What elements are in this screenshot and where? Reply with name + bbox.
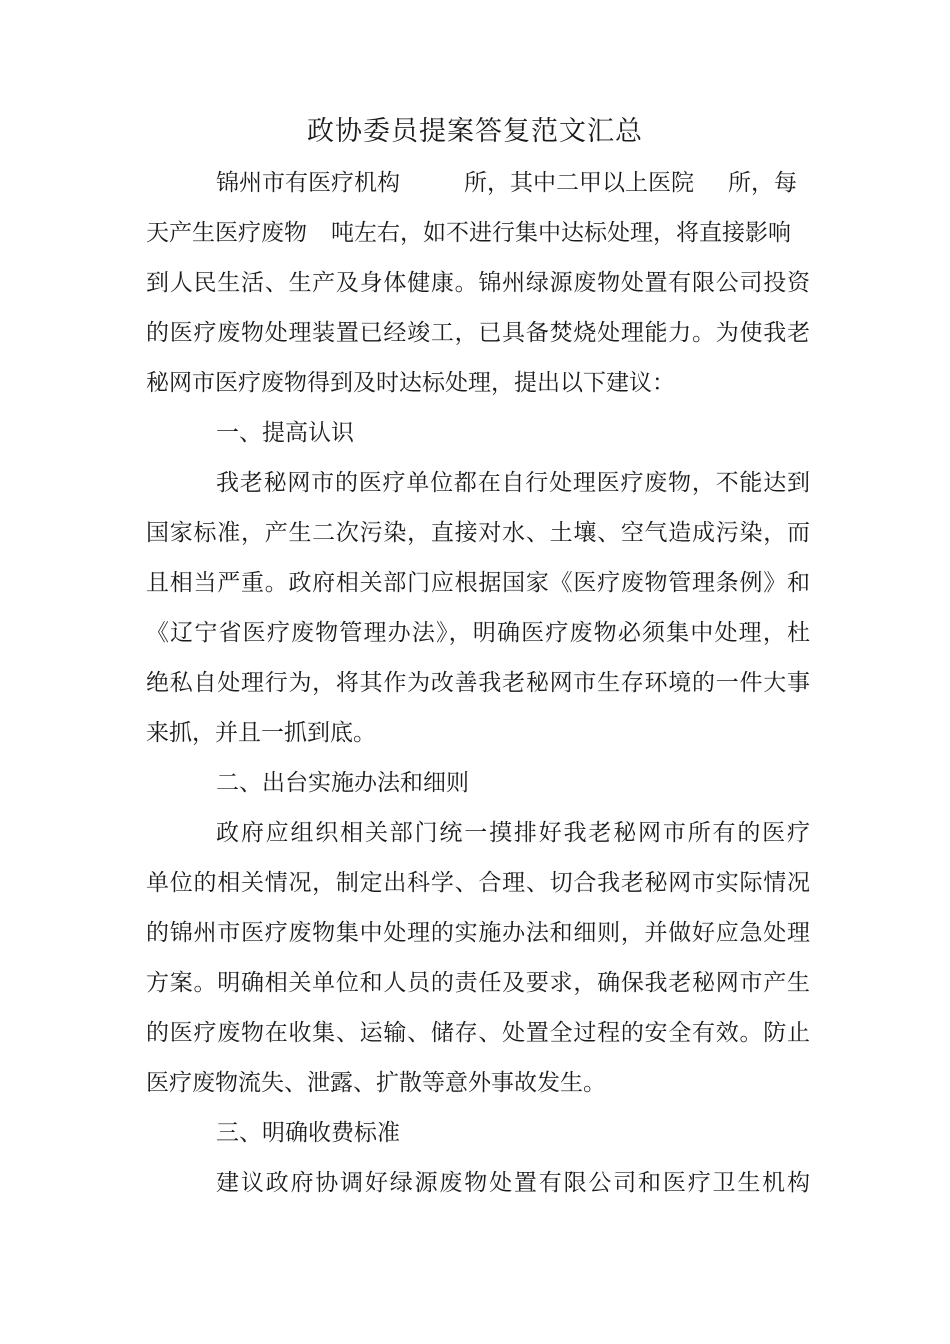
section-1-line: 国家标准，产生二次污染，直接对水、土壤、空气造成污染，而 <box>146 520 810 546</box>
intro-text: 锦州市有医疗机构 <box>216 170 400 196</box>
intro-line-4: 的医疗废物处理装置已经竣工，已具备焚烧处理能力。为使我老 <box>146 320 810 346</box>
section-2-line: 的锦州市医疗废物集中处理的实施办法和细则，并做好应急处理 <box>146 920 810 946</box>
section-2-line: 医疗废物流失、泄露、扩散等意外事故发生。 <box>146 1070 606 1096</box>
section-2-line: 政府应组织相关部门统一摸排好我老秘网市所有的医疗 <box>216 820 810 846</box>
document-title: 政协委员提案答复范文汇总 <box>307 116 643 147</box>
section-1-line: 我老秘网市的医疗单位都在自行处理医疗废物，不能达到 <box>216 470 810 496</box>
section-2-line: 的医疗废物在收集、运输、储存、处置全过程的安全有效。防止 <box>146 1020 810 1046</box>
section-1-heading: 一、提高认识 <box>216 420 354 446</box>
intro-text: 所，每 <box>728 170 797 196</box>
intro-text: 吨左右，如不进行集中达标处理，将直接影响 <box>331 220 791 246</box>
section-2-line: 方案。明确相关单位和人员的责任及要求，确保我老秘网市产生 <box>146 970 810 996</box>
intro-line-3: 到人民生活、生产及身体健康。锦州绿源废物处置有限公司投资 <box>146 270 810 296</box>
section-3-heading: 三、明确收费标准 <box>216 1120 400 1146</box>
section-3-line: 建议政府协调好绿源废物处置有限公司和医疗卫生机构 <box>216 1170 810 1196</box>
section-1-line: 来抓，并且一抓到底。 <box>146 720 376 746</box>
section-1-line: 绝私自处理行为，将其作为改善我老秘网市生存环境的一件大事 <box>146 670 810 696</box>
section-2-line: 单位的相关情况，制定出科学、合理、切合我老秘网市实际情况 <box>146 870 810 896</box>
intro-text: 所，其中二甲以上医院 <box>464 170 694 196</box>
intro-line-1 <box>216 168 810 198</box>
intro-line-5: 秘网市医疗废物得到及时达标处理，提出以下建议： <box>146 370 675 396</box>
section-1-line: 且相当严重。政府相关部门应根据国家《医疗废物管理条例》和 <box>146 570 810 596</box>
section-1-line: 《辽宁省医疗废物管理办法》，明确医疗废物必须集中处理，杜 <box>146 620 810 646</box>
section-2-heading: 二、出台实施办法和细则 <box>216 770 469 796</box>
intro-line-2 <box>146 218 810 248</box>
intro-text: 天产生医疗废物 <box>146 220 307 246</box>
